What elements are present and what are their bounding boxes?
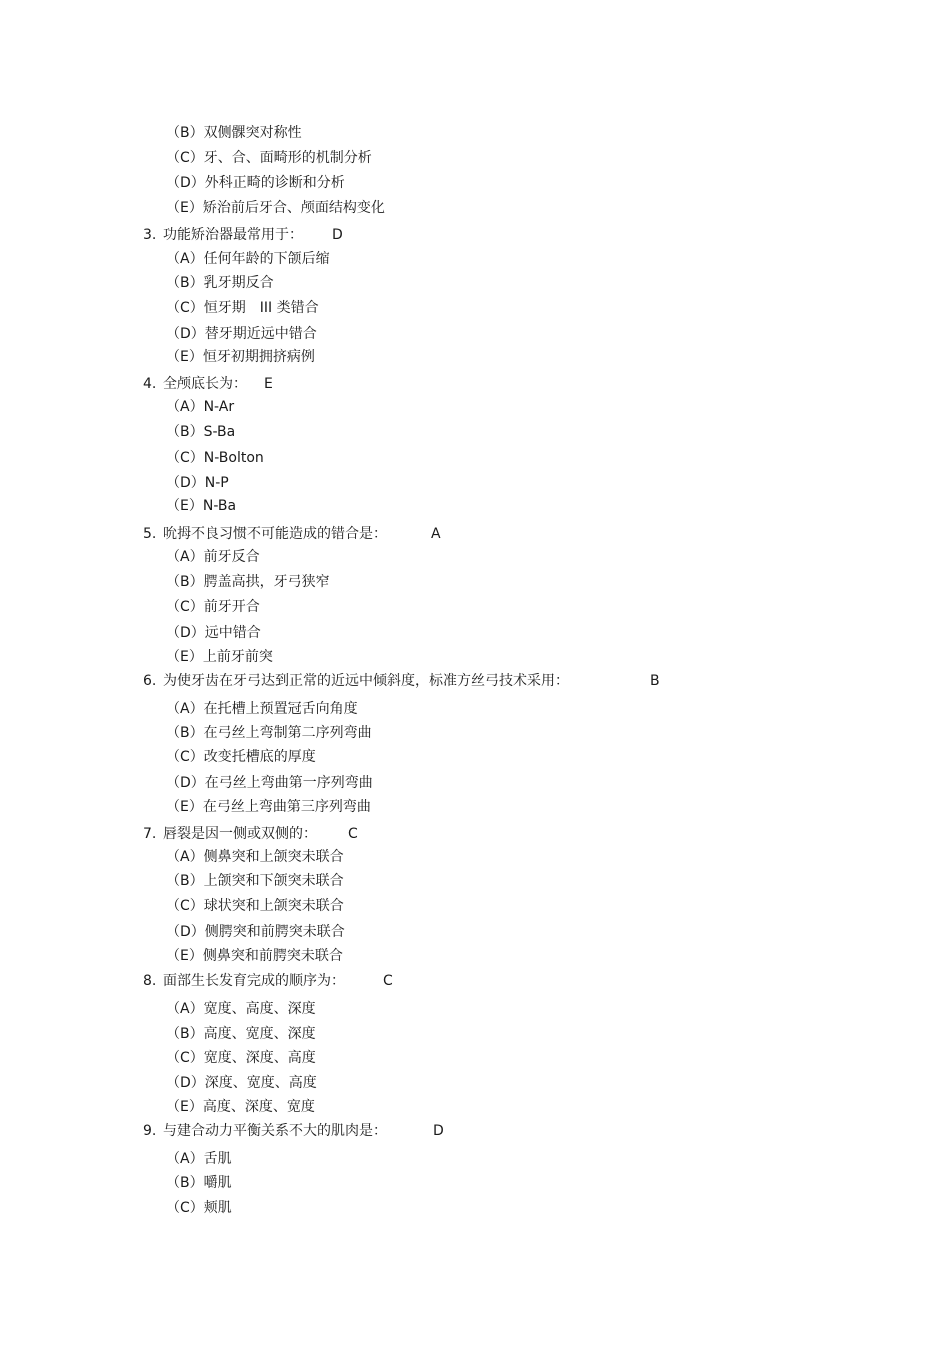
option-line: （C）恒牙期 III 类错合 [166,300,319,316]
option-line: （B）高度、宽度、深度 [166,1026,316,1042]
answer-key: D [332,227,343,243]
answer-key: A [431,526,441,542]
answer-key: D [433,1123,444,1139]
question-number: 6. [143,673,157,689]
option-line: （B）双侧髁突对称性 [166,125,302,141]
option-line: （A）N-Ar [166,399,235,415]
option-line: （E）在弓丝上弯曲第三序列弯曲 [166,799,371,815]
option-line: （B）腭盖高拱，牙弓狭窄 [166,574,330,590]
question-text: 面部生长发育完成的顺序为： [163,973,345,989]
answer-key: C [348,826,358,842]
question-number: 8. [143,973,157,989]
answer-key: E [264,376,273,392]
question-4 [143,375,743,393]
option-line: （C）宽度、深度、高度 [166,1050,316,1066]
option-line: （B）上颌突和下颌突未联合 [166,873,344,889]
option-line: （A）任何年龄的下颌后缩 [166,251,330,267]
option-line: （D）远中错合 [166,625,261,641]
answer-key: B [650,673,660,689]
question-number: 9. [143,1123,157,1139]
question-6 [143,672,763,690]
option-line: （E）矫治前后牙合、颅面结构变化 [166,200,385,216]
option-line: （C）颊肌 [166,1200,232,1216]
question-text: 吮拇不良习惯不可能造成的错合是： [163,526,387,542]
option-line: （D）替牙期近远中错合 [166,326,317,342]
option-line: （E）侧鼻突和前腭突未联合 [166,948,343,964]
option-line: （A）前牙反合 [166,549,260,565]
option-line: （C）改变托槽底的厚度 [166,749,316,765]
question-text: 全颅底长为： [163,376,247,392]
answer-key: C [383,973,393,989]
option-line: （E）N-Ba [166,498,237,514]
option-line: （C）球状突和上颌突未联合 [166,898,344,914]
option-line: （D）侧腭突和前腭突未联合 [166,924,345,940]
option-line: （E）上前牙前突 [166,649,273,665]
option-line: （D）深度、宽度、高度 [166,1075,317,1091]
question-number: 7. [143,826,157,842]
question-text: 为使牙齿在牙弓达到正常的近远中倾斜度，标准方丝弓技术采用： [163,673,569,689]
option-line: （E）恒牙初期拥挤病例 [166,349,315,365]
option-line: （B）在弓丝上弯制第二序列弯曲 [166,725,372,741]
option-line: （A）侧鼻突和上颌突未联合 [166,849,344,865]
option-line: （B）乳牙期反合 [166,275,274,291]
option-line: （A）在托槽上预置冠舌向角度 [166,701,358,717]
question-text: 唇裂是因一侧或双侧的： [163,826,317,842]
question-8 [143,972,743,990]
option-line: （E）高度、深度、宽度 [166,1099,315,1115]
option-line: （C）前牙开合 [166,599,260,615]
option-line: （A）舌肌 [166,1151,232,1167]
option-line: （B）嚼肌 [166,1175,232,1191]
question-9 [143,1122,743,1140]
option-line: （C）N-Bolton [166,450,264,466]
question-number: 3. [143,227,157,243]
option-line: （A）宽度、高度、深度 [166,1001,316,1017]
option-line: （D）N-P [166,475,229,491]
question-3 [143,226,743,244]
question-number: 4. [143,376,157,392]
question-number: 5. [143,526,157,542]
question-text: 功能矫治器最常用于： [163,227,303,243]
option-line: （C）牙、合、面畸形的机制分析 [166,150,372,166]
option-line: （B）S-Ba [166,424,236,440]
question-5 [143,525,743,543]
question-text: 与建合动力平衡关系不大的肌肉是： [163,1123,387,1139]
option-line: （D）在弓丝上弯曲第一序列弯曲 [166,775,373,791]
option-line: （D）外科正畸的诊断和分析 [166,175,345,191]
question-7 [143,825,743,843]
